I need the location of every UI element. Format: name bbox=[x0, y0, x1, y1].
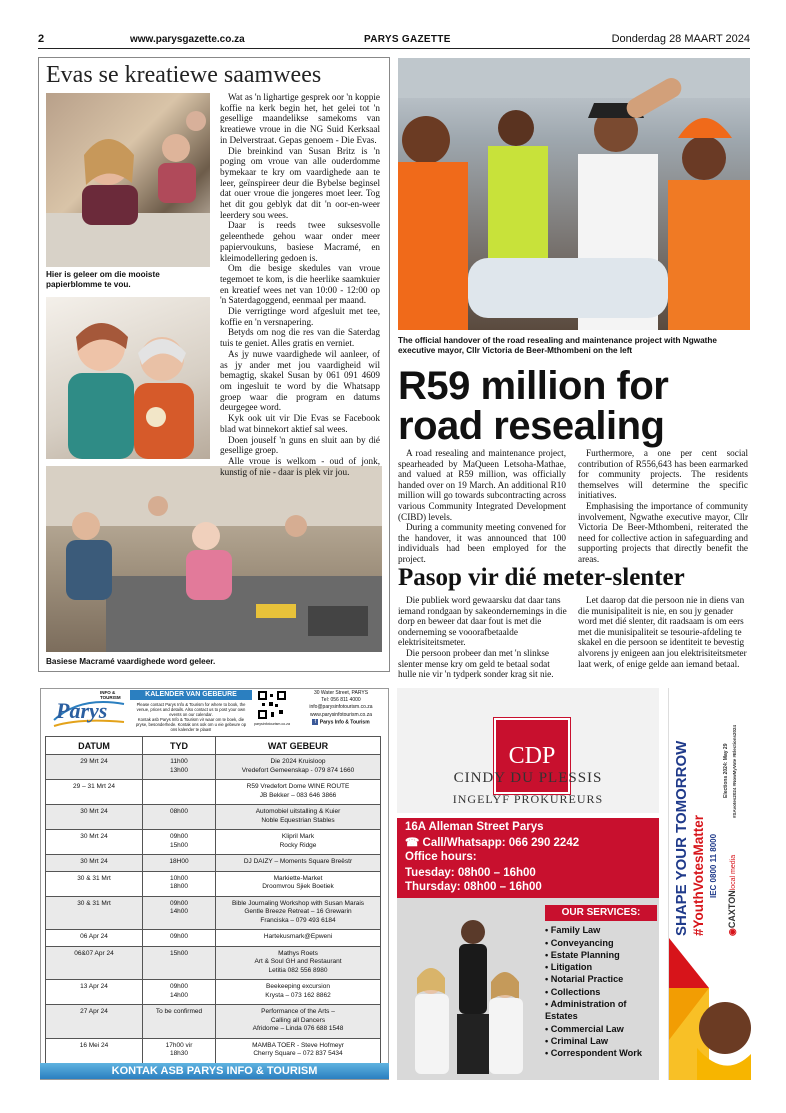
event-date-cell: 30 & 31 Mrt bbox=[46, 871, 143, 896]
website-url[interactable]: www.parysgazette.co.za bbox=[130, 34, 245, 45]
cdp-logo: CDP bbox=[494, 718, 570, 794]
contact-web[interactable]: www.parysinfotourism.co.za bbox=[310, 711, 372, 718]
event-time-cell: 11h00 13h00 bbox=[143, 755, 216, 780]
qr-code[interactable] bbox=[257, 690, 287, 720]
event-description-cell: R59 Vredefort Dome WINE ROUTE JB Bekker – 083 646 3866 bbox=[216, 780, 381, 805]
event-date-cell: 16 Mei 24 bbox=[46, 1038, 143, 1063]
event-description-cell: Bible Journaling Workshop with Susan Marais Gentle Breeze Retreat – 16 Grewarin Franciska – 079 493 6184 bbox=[216, 896, 381, 930]
cdp-services bbox=[545, 905, 657, 1060]
col-header-time: TYD bbox=[143, 737, 216, 755]
cdp-address: 16A Alleman Street Parys bbox=[405, 821, 544, 833]
photo-macrame-class bbox=[46, 466, 382, 652]
events-table-row bbox=[46, 871, 381, 896]
cdp-service-item: • Administration of Estates bbox=[545, 998, 657, 1023]
cdp-firm-subtitle: INGELYF PROKUREURS bbox=[452, 792, 604, 806]
events-table-row bbox=[46, 755, 381, 780]
r59-headline: R59 million for road resealing bbox=[398, 364, 669, 448]
caxton-logo-icon: ◉ bbox=[727, 928, 737, 936]
event-date-cell: 13 Apr 24 bbox=[46, 980, 143, 1005]
header-rule bbox=[38, 48, 750, 49]
events-table-row bbox=[46, 980, 381, 1005]
contact-tel[interactable]: Tel: 056 811 4000 bbox=[321, 697, 361, 704]
event-date-cell: 06&07 Apr 24 bbox=[46, 946, 143, 980]
events-table-row bbox=[46, 930, 381, 947]
event-date-cell: 30 Mrt 24 bbox=[46, 855, 143, 872]
event-date-cell: 29 Mrt 24 bbox=[46, 755, 143, 780]
caxton-suffix: local media bbox=[730, 854, 737, 891]
events-footer-bar: KONTAK ASB PARYS INFO & TOURISM bbox=[40, 1063, 389, 1079]
events-table-row bbox=[46, 1005, 381, 1039]
election-hashtags: #SAvotes2024 #NowMyVote #Elections2024 bbox=[732, 724, 737, 818]
photo-illustration bbox=[397, 898, 547, 1080]
event-time-cell: 08h00 bbox=[143, 805, 216, 830]
event-time-cell: 09h00 15h00 bbox=[143, 830, 216, 855]
event-description-cell: Hartekusmark@Epweni bbox=[216, 930, 381, 947]
election-hashtag: #YouthVotesMatter bbox=[691, 814, 706, 936]
evas-paragraph: Die breinkind van Susan Britz is 'n poging om vroue van alle ouderdomme bymekaar te kry om vaardighede aan te leer, geïnspireer deur die Bybelse beginsel dat ouer vroue die jongeres moet leer. Tog het dit gou geblyk dat dit 'n oor-en-weer leerdery sou wees. bbox=[220, 145, 380, 220]
cdp-service-item: • Commercial Law bbox=[545, 1023, 657, 1035]
event-description-cell: MAMBA TOER - Steve Hofmeyr Cherry Square – 072 837 5434 bbox=[216, 1038, 381, 1063]
events-table-row bbox=[46, 780, 381, 805]
cdp-service-item: • Litigation bbox=[545, 961, 657, 973]
event-description-cell: Markiette-Market Droomvrou Sjiek Boetiek bbox=[216, 871, 381, 896]
evas-headline: Evas se kreatiewe saamwees bbox=[46, 62, 322, 88]
cdp-service-item: • Correspondent Work bbox=[545, 1047, 657, 1059]
event-time-cell: 09h00 14h00 bbox=[143, 980, 216, 1005]
calendar-title: KALENDER VAN GEBEURE bbox=[130, 690, 252, 700]
evas-paragraph: Alle vroue is welkom - oud of jonk, kunstig of nie - daar is plek vir jou. bbox=[220, 455, 380, 477]
cdp-service-item: • Conveyancing bbox=[545, 937, 657, 949]
event-description-cell: Die 2024 Kruisloop Vredefort Gemeenskap - 079 874 1660 bbox=[216, 755, 381, 780]
event-time-cell: 18H00 bbox=[143, 855, 216, 872]
event-time-cell: 09h00 14h00 bbox=[143, 896, 216, 930]
parys-logo-tag: INFO & TOURISM bbox=[100, 690, 121, 700]
evas-body bbox=[220, 92, 380, 477]
cdp-service-item: • Notarial Practice bbox=[545, 973, 657, 985]
qr-label: parysinfotourism.co.za bbox=[254, 722, 290, 726]
evas-paragraph: Kyk ook uit vir Die Evas se Facebook blad wat binnekort aktief sal wees. bbox=[220, 413, 380, 434]
r59-column-1 bbox=[398, 448, 566, 565]
page-number: 2 bbox=[38, 33, 45, 45]
photo-illustration bbox=[46, 93, 210, 267]
election-ad bbox=[668, 688, 751, 1080]
events-table bbox=[45, 736, 381, 1064]
cdp-services-list bbox=[545, 924, 657, 1059]
caption-paper-flowers: Hier is geleer om die mooiste papierblomme te vou. bbox=[46, 270, 160, 289]
event-date-cell: 27 Apr 24 bbox=[46, 1005, 143, 1039]
col-header-what: WAT GEBEUR bbox=[216, 737, 381, 755]
contact-block bbox=[296, 690, 386, 726]
event-time-cell: To be confirmed bbox=[143, 1005, 216, 1039]
event-time-cell: 10h00 18h00 bbox=[143, 871, 216, 896]
evas-paragraph: Wat as 'n lighartige gesprek oor 'n koppie koffie na kerk begin het, het gelei tot 'n gesellige maandelikse samekoms van kreatiewe vroue in die NG Suid Kerksaal in Delverstraat. Gepas genoem - Die Evas. bbox=[220, 92, 380, 145]
pasop-paragraph: Die persoon probeer dan met 'n slinkse slenter mense kry om geld te betaal sodat hulle nie vir 'n tydperk sonder krag sit nie. bbox=[398, 647, 554, 680]
events-table-header bbox=[46, 737, 381, 755]
event-time-cell: 15h00 bbox=[143, 946, 216, 980]
event-date-cell: 30 & 31 Mrt bbox=[46, 896, 143, 930]
events-table-row bbox=[46, 805, 381, 830]
event-description-cell: Beekeeping excursion Krysta – 073 162 8862 bbox=[216, 980, 381, 1005]
parys-logo bbox=[50, 690, 128, 732]
pasop-column-1 bbox=[398, 595, 568, 680]
event-description-cell: Mathys Roets Art & Soul GH and Restaurant Letitia 082 556 8980 bbox=[216, 946, 381, 980]
r59-paragraph: Emphasising the importance of community involvement, Ngwathe executive mayor, Cllr Victoria De Beer-Mthombeni, reiterated the need for collective action in safeguarding and supporting projects that directly benefit the areas. bbox=[578, 500, 748, 564]
pasop-column-2 bbox=[578, 595, 750, 669]
evas-paragraph: As jy nuwe vaardighede wil aanleer, of as jy ander met jou vaardigheid wil bemagtig, skakel Susan by 061 091 4609 om ingesluit te word by die Whatsapp groep waar die program en datums deurgegee word. bbox=[220, 348, 380, 413]
cdp-hours-thursday: Thursday: 08h00 – 16h00 bbox=[405, 881, 542, 893]
col-header-date: DATUM bbox=[46, 737, 143, 755]
cdp-phone[interactable]: ☎ Call/Whatsapp: 066 290 2242 bbox=[405, 837, 580, 849]
pasop-paragraph: Let daarop dat die persoon nie in diens van die munisipaliteit is nie, en sou jy genader word met dié slenter, dit raadsaam is om eers met die munisipaliteit se tesourie-afdeling te skakel en die persoon se identiteit te bevestig alvorens jy enigeen aan jou elektrisiteitsmeter laat werk, of enige gelde aan iemand betaal. bbox=[578, 595, 747, 669]
parys-logo-text: Parys bbox=[56, 698, 108, 723]
masthead: PARYS GAZETTE bbox=[364, 34, 451, 45]
event-description-cell: Performance of the Arts – Calling all Dancers Afridome – Linda 076 688 1548 bbox=[216, 1005, 381, 1039]
calendar-intro-af: Kontak asb Parys Info & Tourism vir waar om te boek, die pryse, besonderhede. Kontak ons ook om u eie gebeure op ons kalender te plaas! bbox=[135, 717, 247, 732]
election-iec-number[interactable]: IEC 0800 11 8000 bbox=[709, 833, 718, 898]
issue-date: Donderdag 28 MAART 2024 bbox=[611, 33, 750, 45]
event-date-cell: 30 Mrt 24 bbox=[46, 805, 143, 830]
cdp-service-item: • Collections bbox=[545, 986, 657, 998]
qr-code-icon bbox=[257, 690, 287, 720]
contact-email[interactable]: info@parysinfotourism.co.za bbox=[309, 704, 373, 711]
calendar-intro-en: Please contact Parys Info & Tourism for where to book, the venue, prices and details. Also contact us to post your own events on our calendar. bbox=[136, 702, 246, 717]
evas-paragraph: Om die besige skedules van vroue tegemoet te kom, is die heerlike saamkuier en kreatief wees net van 10:00 - 12:00 op 'n Saterdagoggend, eenmaal per maand. bbox=[220, 263, 380, 306]
page-header bbox=[38, 33, 750, 47]
r59-paragraph: Furthermore, a one per cent social contribution of R556,643 has been earmarked for community projects. The residents themselves will determine the specific initiatives. bbox=[578, 448, 748, 501]
photo-illustration bbox=[46, 297, 210, 459]
photo-illustration bbox=[398, 58, 750, 330]
pasop-headline: Pasop vir dié meter-slenter bbox=[398, 564, 685, 591]
caxton-brand bbox=[727, 855, 738, 936]
event-time-cell: 17h00 vir 18h30 bbox=[143, 1038, 216, 1063]
photo-illustration bbox=[46, 466, 382, 652]
events-table-row bbox=[46, 896, 381, 930]
caption-macrame: Basiese Macramé vaardighede word geleer. bbox=[46, 657, 216, 666]
event-description-cell: DJ DAIZY – Moments Square Breëstr bbox=[216, 855, 381, 872]
cdp-service-item: • Family Law bbox=[545, 924, 657, 936]
caption-road-handover: The official handover of the road resealing and maintenance project with Ngwathe executive mayor, Cllr Victoria de Beer-Mthombeni on the left bbox=[398, 336, 717, 355]
event-date-cell: 30 Mrt 24 bbox=[46, 830, 143, 855]
pasop-paragraph: Die publiek word gewaarsku dat daar tans iemand rondgaan by sakeondernemings in die dorp en beweer dat daar fout is met die onderneming se vooorafbetaalde elektrisiteitsmeter. bbox=[398, 595, 567, 648]
evas-paragraph: Doen jouself 'n guns en sluit aan by dié gesellige groep. bbox=[220, 434, 380, 456]
photo-paper-flowers bbox=[46, 93, 210, 267]
cdp-services-title: OUR SERVICES: bbox=[545, 905, 657, 921]
events-table-row bbox=[46, 855, 381, 872]
facebook-label: Parys Info & Tourism bbox=[319, 719, 370, 726]
cdp-hours-label: Office hours: bbox=[405, 851, 477, 863]
contact-address: 30 Water Street, PARYS bbox=[313, 690, 369, 696]
event-date-cell: 06 Apr 24 bbox=[46, 930, 143, 947]
evas-paragraph: Betyds om nog die res van die Saterdag tuis te geniet. Alles gratis en verniet. bbox=[220, 327, 380, 349]
caxton-name: CAXTON bbox=[727, 890, 737, 929]
event-time-cell bbox=[143, 780, 216, 805]
r59-column-2 bbox=[578, 448, 748, 565]
r59-paragraph: A road resealing and maintenance project, spearheaded by MaQueen Letsoha-Mathae, and valued at R59 million, was officially handed over on 19 March. An additional R10 million will go towards subcontracting across various Community Integrated Development (CIBD) levels. bbox=[398, 448, 566, 522]
evas-paragraph: Daar is reeds twee suksesvolle geleenthede gehou waar onder meer papiervoukuns, basiese Macramé, en kleimodellering gedoen is. bbox=[220, 220, 380, 263]
contact-facebook[interactable] bbox=[296, 719, 386, 727]
photo-road-handover bbox=[398, 58, 750, 330]
cdp-hours-tuesday: Tuesday: 08h00 – 16h00 bbox=[405, 867, 536, 879]
election-headline: SHAPE YOUR TOMORROW bbox=[673, 740, 690, 936]
facebook-icon: f bbox=[312, 719, 318, 725]
photo-two-women bbox=[46, 297, 210, 459]
cdp-firm-name: CINDY DU PLESSIS bbox=[453, 770, 603, 786]
cdp-service-item: • Criminal Law bbox=[545, 1035, 657, 1047]
event-description-cell: Automobiel uitstalling & Kuier Noble Equestrian Stables bbox=[216, 805, 381, 830]
evas-paragraph: Die verrigtinge word afgesluit met tee, koffie en 'n versnapering. bbox=[220, 306, 380, 327]
r59-paragraph: During a community meeting convened for the handover, it was announced that 100 individuals had been employed for the project. bbox=[398, 522, 566, 564]
events-table-row bbox=[46, 1038, 381, 1063]
election-date: Elections 2024: May 29 bbox=[723, 743, 729, 798]
event-description-cell: Klipril Mark Rocky Ridge bbox=[216, 830, 381, 855]
events-table-row bbox=[46, 946, 381, 980]
event-time-cell: 09h00 bbox=[143, 930, 216, 947]
events-table-row bbox=[46, 830, 381, 855]
cdp-contact-panel bbox=[397, 818, 659, 898]
event-date-cell: 29 – 31 Mrt 24 bbox=[46, 780, 143, 805]
cdp-service-item: • Estate Planning bbox=[545, 949, 657, 961]
